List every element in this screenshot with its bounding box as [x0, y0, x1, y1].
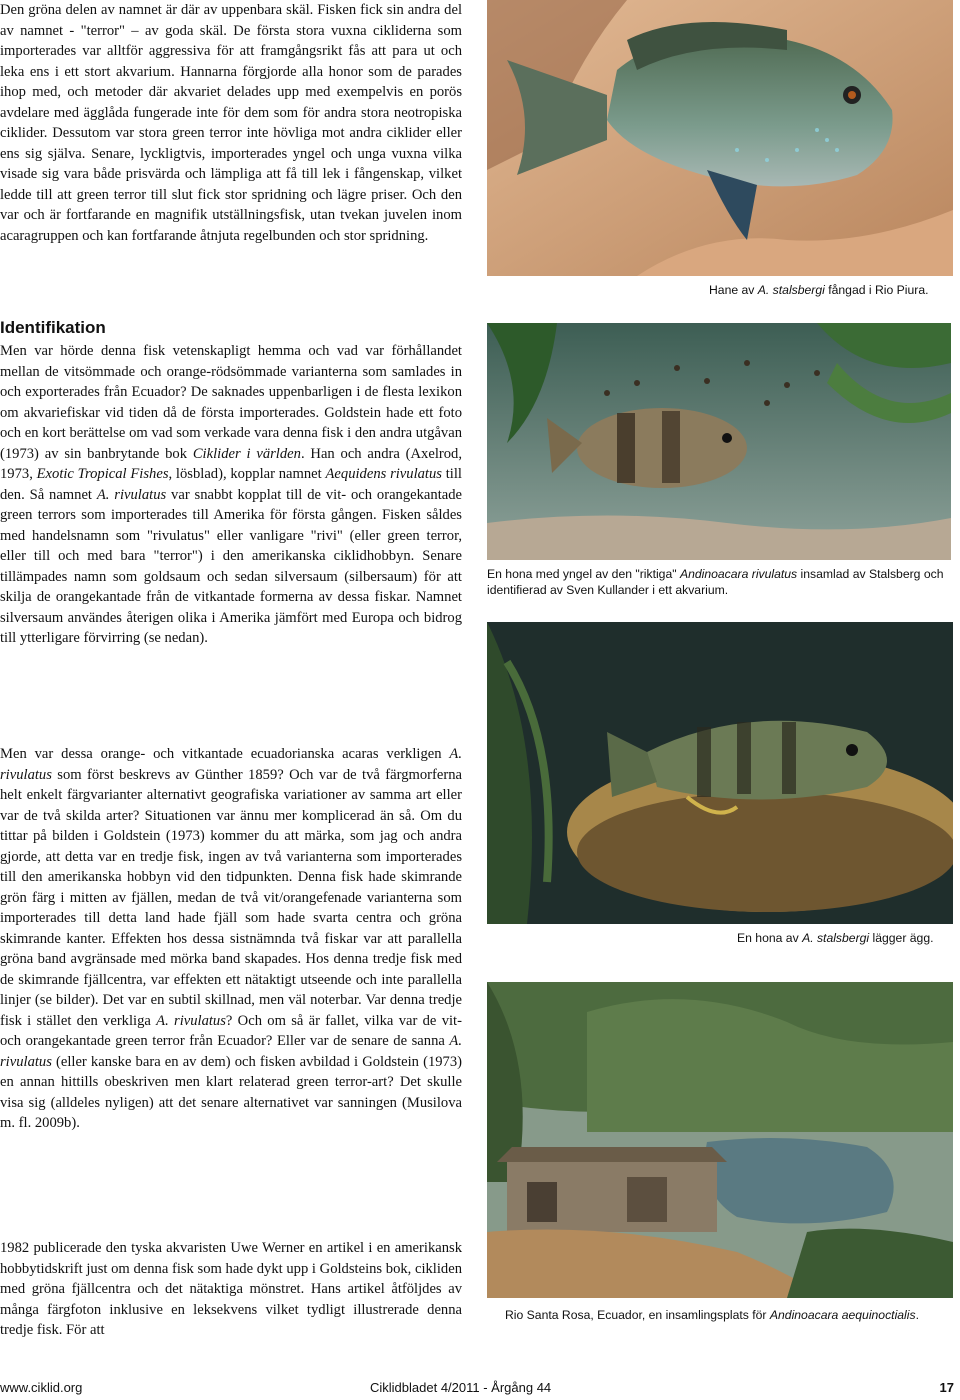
caption-text: . [915, 1308, 919, 1322]
caption-text: En hona av [737, 931, 803, 945]
species-name: A. rivulatus [96, 486, 167, 503]
text-run: , lösblad), kopplar namnet [168, 466, 326, 482]
aquarium-fish-illustration [487, 323, 951, 560]
caption-text: fångad i Rio Piura. [824, 283, 929, 297]
text-run: Men var hörde denna fisk vetenskapligt hemma och vad var förhållandet mellan de vitsömmade och orange-rödsömmade varianterna som samlades in och exporterades från Ecuador? De saknades uppenbarligen i de flesta lexikon om akvariefiskar vid tiden då de första importerades. Goldstein hade ett foto och en kort berättelse om vad som verkade vara denna fisk i den andra utgåvan (1973) av sin banbrytande bok [0, 343, 462, 462]
text-run: var snabbt kopplat till de vit- och orangekantade green terrors som importerades till Amerika för första gången. Fisken såldes med handelsnamn som "rivulatus" eller vanligare "rivi" (eller green terror, eller till och med bara "terror") i den amerikanska ciklidhobbyn. Senare tillämpades namn som goldsaum och sedan silversaum (silbersaum) för att skilja de orangekantade från de vitkantade formerna av dessa fiskar. Namnet silversaum användes återigen olika i Amerika jämfört med Europa och bidrog till ytterligare förvirring (se nedan). [0, 486, 462, 646]
river-landscape-illustration [487, 982, 953, 1298]
text-run: ? Och om så är fallet, vilka var de vit- och orangekantade green terror från Ecuador? Eller var de senare de sanna [0, 1012, 462, 1049]
species-name: Andinoacara rivulatus [679, 567, 798, 581]
text-run: till den. Så namnet [0, 466, 462, 503]
species-name: Andinoacara aequinoctialis [769, 1308, 916, 1322]
photo-female-laying-eggs [487, 622, 953, 924]
species-name: Aequidens rivulatus [325, 466, 442, 482]
caption-text: Hane av [709, 283, 758, 297]
spawning-fish-illustration [487, 622, 953, 924]
footer-website-link[interactable]: www.ciklid.org [0, 1380, 83, 1395]
species-name: A. rivulatus [0, 746, 462, 783]
body-paragraph-1: Den gröna delen av namnet är där av uppenbara skäl. Fisken fick sin andra del av namnet - "terror" – av goda skäl. De första stora vuxna cikliderna som importerades var alltför aggressiva för att framgångsrikt fås att para ut och leka ens i ett stort akvarium. Hannarna förgjorde alla honor som de parades ihop med, och metoder där akvariet delades upp med exempelvis en porös avdelare med ägglåda fungerade inte för dem som för andra stora neotropiska ciklider. Dessutom var stora green terror inte hövliga mot andra ciklider eller ens sig själva. Senare, lyckligtvis, importerades yngel och unga vuxna vilka visade sig vara både prisvärda och lämpliga att få till lek i fångenskap, vilket ledde till att green terror till slut fick stor spridning och lägre priser. Och den var och är fortfarande en magnifik utställningsfisk, utan tvekan juvelen inom acaragruppen och kan fortfarande åtnjuta regelbunden och stor spridning. [0, 2, 462, 244]
caption-text: En hona med yngel av den "riktiga" [487, 567, 680, 581]
body-paragraph-4: 1982 publicerade den tyska akvaristen Uwe Werner en artikel i en amerikansk hobbytidskrift just om denna fisk som hade dykt upp i Goldsteins bok, cikliden med gröna fjällcentra och det nätaktiga mönstret. Hans artikel åtföljdes av många färgfoton inklusive en leksekvens vilket tydligt illustrerade denna tredje fisk. För att [0, 1240, 462, 1338]
text-run: . Han och andra (Axelrod, 1973, [0, 445, 462, 482]
caption-text: insamlad av Stalsberg och identifierad av Sven Kullander i ett akvarium. [487, 567, 944, 597]
book-title: Ciklider i världen [192, 445, 301, 462]
caption-text: Rio Santa Rosa, Ecuador, en insamlingsplats för [505, 1308, 770, 1322]
species-name: A. rivulatus [156, 1012, 226, 1029]
photo-female-with-fry [487, 323, 951, 560]
photo-rio-santa-rosa [487, 982, 953, 1298]
species-name: A. rivulatus [0, 1033, 462, 1070]
body-paragraph-2 [0, 341, 462, 649]
text-run: Men var dessa orange- och vitkantade ecuadorianska acaras verkligen [0, 746, 450, 762]
caption-photo-4 [505, 1308, 919, 1324]
species-name: A. stalsbergi [802, 931, 870, 945]
species-name: A. stalsbergi [757, 283, 825, 297]
book-title: Exotic Tropical Fishes [36, 466, 169, 482]
fish-in-hand-illustration [487, 0, 953, 276]
body-paragraph-3 [0, 744, 462, 1134]
page-number: 17 [939, 1380, 954, 1395]
text-run: som först beskrevs av Günther 1859? Och var de två färgmorferna helt enkelt färgvarianter alternativt geografiska variationer av samma art eller var de två skilda arter? Situationen var ännu mer komplicerad än så. Om du tittar på bilden i Goldstein (1973) kommer du att märka, som jag och andra gjorde, att detta var en tredje fisk, ingen av två varianterna som importerades till den amerikanska hobbyn vid den tidpunkten. Denna fisk hade skimrande grön färg i mitten av fjällen, medan de två vit/orangefenade varianterna som importerades till detta land hade fjäll som hade svarta centra och gröna skimrande kanter. Effekten hos dessa sistnämnda två fiskar var att parallella gröna band avgränsade med mörka band skapades. Hos denna tredje fisk med de skimrande fjällcentra, var effekten ett nätaktigt utseende och inte parallella linjer (se bilder). Det var en subtil skillnad, men väl noterbar. Var denna tredje fisk i stället den verkliga [0, 766, 462, 1029]
photo-male-in-hand [487, 0, 953, 276]
caption-photo-1 [709, 283, 929, 299]
caption-photo-3 [737, 931, 934, 947]
footer-issue: Ciklidbladet 4/2011 - Årgång 44 [370, 1380, 552, 1395]
caption-photo-2 [487, 567, 953, 598]
caption-text: lägger ägg. [869, 931, 934, 945]
text-run: (eller kanske bara en av dem) och fisken avbildad i Goldstein (1973) en annan hittills obeskriven men klart relaterad green terror-art? Det skulle visa sig (alldeles nyligen) att det senare alternativet var sanningen (Musilova m. fl. 2009b). [0, 1053, 462, 1131]
section-heading: Identifikation [0, 318, 106, 337]
